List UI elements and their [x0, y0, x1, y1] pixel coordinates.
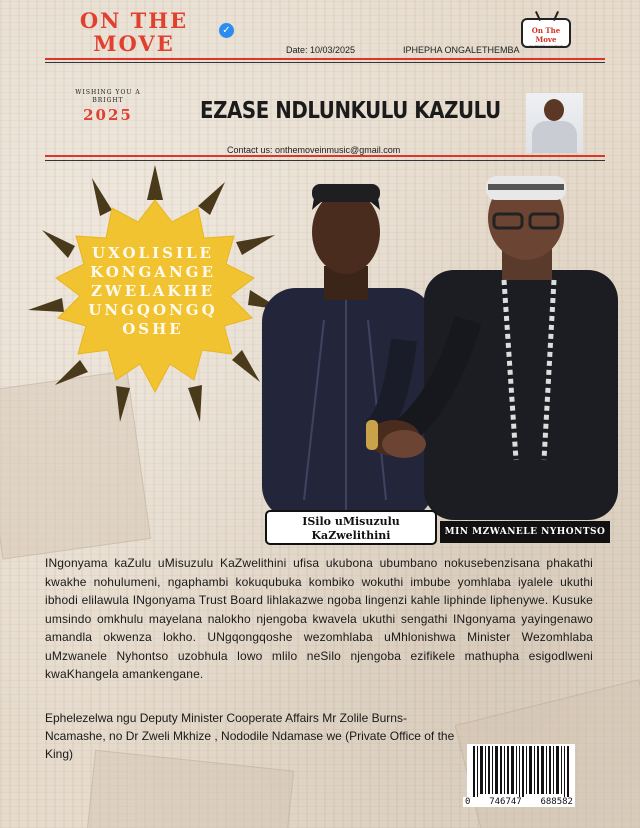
barcode [467, 744, 575, 799]
burst-headline [60, 244, 246, 339]
burst-line-5: OSHE [122, 320, 184, 338]
masthead-divider [45, 58, 605, 60]
verified-check-icon: ✓ [219, 23, 234, 38]
burst-line-2: KONGANGE [90, 263, 216, 281]
logo-text: On The Move [531, 26, 561, 44]
barcode-bars [473, 746, 569, 799]
masthead-title-line1: ON THE [79, 8, 189, 33]
barcode-group-1: 746747 [489, 797, 522, 807]
caption-king-line1: ISilo uMisuzulu [302, 515, 400, 528]
masthead-title-line2: MOVE [93, 31, 175, 56]
greeting-year: 2025 [83, 106, 133, 124]
caption-king [265, 510, 437, 545]
handshake-photo [254, 170, 618, 520]
photo-person-right [404, 176, 618, 520]
barcode-digits [463, 797, 575, 807]
burst-line-4: UNGQONGQ [88, 301, 218, 319]
page-headline: EZASE NDLUNKULU KAZULU [200, 98, 501, 124]
caption-king-line2: KaZwelithini [311, 529, 391, 542]
barcode-digit-prefix: 0 [465, 797, 471, 807]
photo-person-left [262, 184, 434, 520]
brand-logo [521, 18, 571, 48]
author-avatar [526, 93, 583, 153]
paper-slogan: IPHEPHA ONGALETHEMBA [403, 45, 520, 55]
avatar-head [544, 99, 564, 121]
barcode-group-2: 688582 [540, 797, 573, 807]
burst-line-1: UXOLISILE [92, 244, 214, 262]
caption-minister: MIN MZWANELE NYHONTSO [440, 521, 610, 543]
article-credits: Ephelezelwa ngu Deputy Minister Cooperate Affairs Mr Zolile Burns- Ncamashe, no Dr Zweli Mkhize , Nododile Ndamase we (Private Office of the King) [45, 711, 455, 761]
masthead-title [54, 9, 214, 55]
avatar-body [532, 121, 577, 153]
article-body: INgonyama kaZulu uMisuzulu KaZwelithini ufisa ukubona ubumbano nokusebenzisana phakathi kwakhe nohulumeni, ngaphambi kokuqubuka kombiko wokuthi imbube yomhlaba iyalele ukuthi ibhodi elilawula INgonyama Trust Board lihlakazwe ngoba lingenzi kahle liphinde liphenywe. Kusuke umsindo omkhulu mayelana nalokho njengoba kwavela ukuthi sengathi INgonyama yayingenawo amandla okwenza lokho. UNgqongqoshe wezomhlaba uMhlonishwa Minister Wezomhlaba uMzwanele Nyhontso uzobhula lowo mlilo neSilo njengoba ezifikele mathupha esigodlweni kwaKhangela amankengane. [45, 556, 593, 681]
issue-date: Date: 10/03/2025 [286, 45, 356, 55]
contact-email: Contact us: onthemoveinmusic@gmail.com [227, 145, 401, 155]
greeting-text: WISHING YOU A BRIGHT [75, 89, 141, 104]
masthead-divider-thin [45, 62, 605, 63]
header-divider [45, 155, 605, 157]
burst-line-3: ZWELAKHE [90, 282, 216, 300]
logo-subtext: ENTERTAINMENT [529, 44, 563, 49]
